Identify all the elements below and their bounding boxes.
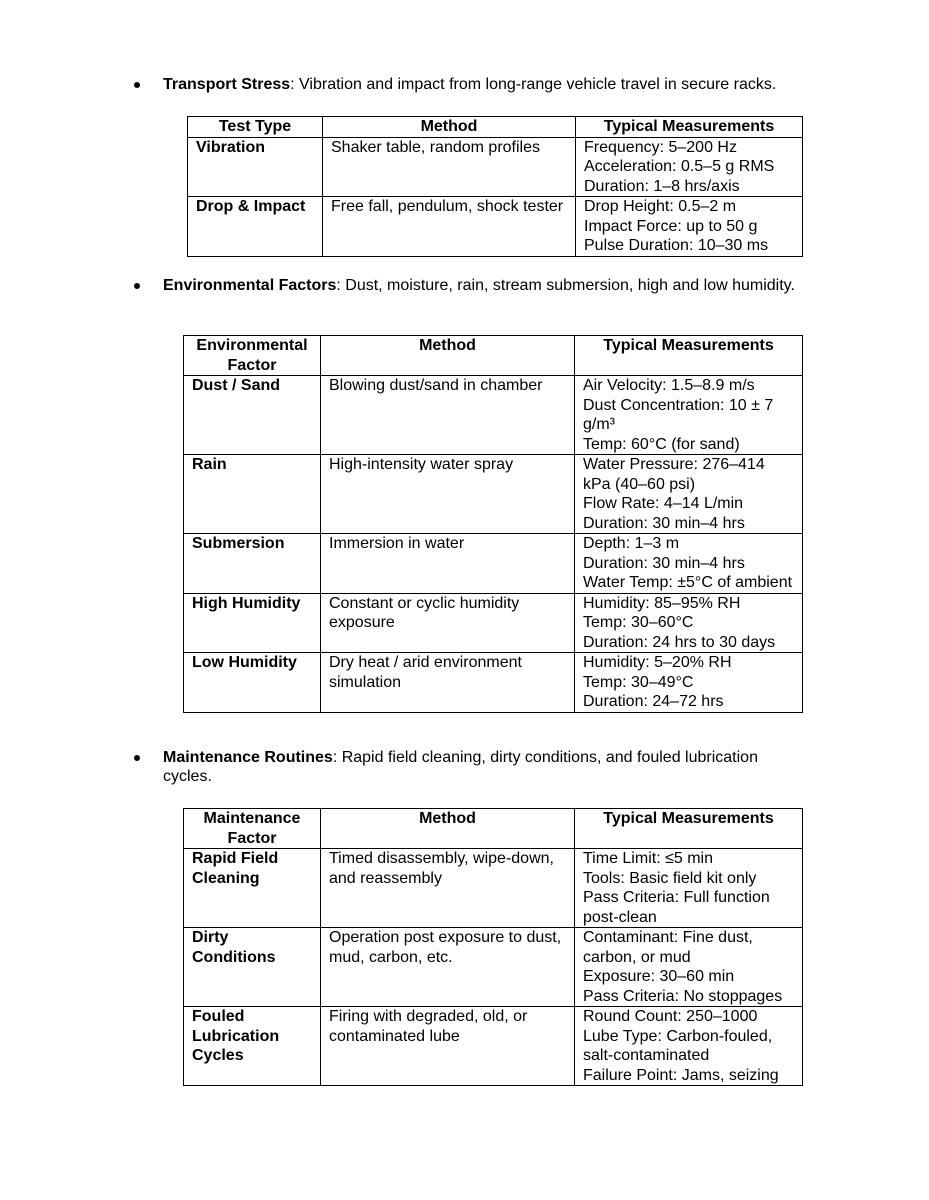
bullet-text: [163, 75, 808, 94]
measurement-line: Water Temp: ±5°C of ambient: [583, 574, 793, 591]
bullet-label: Maintenance Routines: [163, 749, 333, 766]
table-row: [184, 455, 803, 534]
test-type-cell: Drop & Impact: [188, 197, 323, 257]
method-cell: High-intensity water spray: [321, 455, 575, 534]
maintenance-routines-table: [183, 808, 803, 1086]
bullet-text: [163, 748, 808, 786]
bullet-description: : Rapid field cleaning, dirty conditions, and fouled lubrication cycles.: [163, 749, 758, 785]
measurement-line: Time Limit: ≤5 min: [583, 850, 713, 867]
measurement-line: Drop Height: 0.5–2 m: [584, 198, 737, 215]
table-row: [184, 534, 803, 594]
measurement-line: Water Pressure: 276–414 kPa (40–60 psi): [583, 456, 765, 493]
measurements-cell: [575, 534, 803, 594]
measurements-cell: [575, 849, 803, 928]
table-row: [184, 653, 803, 713]
measurement-line: Humidity: 5–20% RH: [583, 654, 732, 671]
table-header-row: [184, 809, 803, 849]
measurement-line: Duration: 30 min–4 hrs: [583, 554, 745, 572]
table-row: [184, 1007, 803, 1086]
column-header: Method: [323, 117, 576, 138]
column-header: Test Type: [188, 117, 323, 138]
table-row: [184, 849, 803, 928]
table-row: [184, 928, 803, 1007]
table-row: [184, 593, 803, 653]
measurement-line: Impact Force: up to 50 g: [584, 217, 758, 235]
measurement-line: Duration: 1–8 hrs/axis: [584, 177, 740, 195]
bullet-description: : Vibration and impact from long-range vehicle travel in secure racks.: [290, 76, 777, 93]
measurement-line: Flow Rate: 4–14 L/min: [583, 495, 744, 512]
measurements-cell: [576, 137, 803, 197]
table-header-row: [184, 336, 803, 376]
method-cell: Timed disassembly, wipe-down, and reassembly: [321, 849, 575, 928]
method-cell: Dry heat / arid environment simulation: [321, 653, 575, 713]
column-header: Method: [321, 809, 575, 849]
measurement-line: Humidity: 85–95% RH: [583, 594, 741, 612]
measurement-line: Failure Point: Jams, seizing: [583, 1066, 779, 1084]
factor-cell: Low Humidity: [184, 653, 321, 713]
table-row: [188, 197, 803, 257]
measurement-line: Pulse Duration: 10–30 ms: [584, 237, 769, 254]
table-row: [188, 137, 803, 197]
measurement-line: Lube Type: Carbon-fouled, salt-contaminated: [583, 1027, 773, 1064]
measurement-line: Pass Criteria: No stoppages: [583, 987, 783, 1005]
measurement-line: Depth: 1–3 m: [583, 535, 680, 552]
method-cell: Immersion in water: [321, 534, 575, 594]
measurements-cell: [575, 593, 803, 653]
measurements-cell: [575, 928, 803, 1007]
method-cell: Blowing dust/sand in chamber: [321, 376, 575, 455]
method-cell: Firing with degraded, old, or contaminated lube: [321, 1007, 575, 1086]
bullet-label: Environmental Factors: [163, 277, 337, 294]
measurement-line: Round Count: 250–1000: [583, 1008, 758, 1025]
factor-cell: High Humidity: [184, 593, 321, 653]
table-row: [184, 376, 803, 455]
bullet-dot: [134, 82, 140, 88]
column-header: Typical Measurements: [575, 809, 803, 849]
bullet-text: [163, 276, 808, 295]
measurement-line: Duration: 24–72 hrs: [583, 693, 724, 710]
measurement-line: Dust Concentration: 10 ± 7 g/m³: [583, 396, 774, 433]
column-header: Method: [321, 336, 575, 376]
measurement-line: Air Velocity: 1.5–8.9 m/s: [583, 377, 755, 394]
method-cell: Shaker table, random profiles: [323, 137, 576, 197]
measurements-cell: [575, 376, 803, 455]
factor-cell: Dust / Sand: [184, 376, 321, 455]
table-header-row: [188, 117, 803, 138]
measurement-line: Frequency: 5–200 Hz: [584, 138, 737, 156]
method-cell: Free fall, pendulum, shock tester: [323, 197, 576, 257]
test-type-cell: Vibration: [188, 137, 323, 197]
transport-stress-table: [187, 116, 803, 257]
measurement-line: Exposure: 30–60 min: [583, 968, 735, 985]
factor-cell: Submersion: [184, 534, 321, 594]
column-header: Environmental Factor: [184, 336, 321, 376]
measurement-line: Temp: 30–49°C: [583, 673, 694, 691]
environmental-factors-table: [183, 335, 803, 713]
method-cell: Operation post exposure to dust, mud, carbon, etc.: [321, 928, 575, 1007]
measurements-cell: [575, 653, 803, 713]
factor-cell: Dirty Conditions: [184, 928, 321, 1007]
measurement-line: Contaminant: Fine dust, carbon, or mud: [583, 929, 753, 966]
column-header: Maintenance Factor: [184, 809, 321, 849]
measurements-cell: [575, 455, 803, 534]
measurement-line: Pass Criteria: Full function post-clean: [583, 889, 770, 926]
measurements-cell: [576, 197, 803, 257]
bullet-dot: [134, 283, 140, 289]
factor-cell: Rapid Field Cleaning: [184, 849, 321, 928]
measurement-line: Duration: 30 min–4 hrs: [583, 514, 745, 532]
factor-cell: Fouled Lubrication Cycles: [184, 1007, 321, 1086]
measurement-line: Tools: Basic field kit only: [583, 869, 757, 887]
column-header: Typical Measurements: [575, 336, 803, 376]
bullet-label: Transport Stress: [163, 76, 291, 93]
column-header: Typical Measurements: [576, 117, 803, 138]
measurement-line: Temp: 30–60°C: [583, 614, 694, 631]
measurements-cell: [575, 1007, 803, 1086]
bullet-description: : Dust, moisture, rain, stream submersion, high and low humidity.: [336, 277, 795, 294]
factor-cell: Rain: [184, 455, 321, 534]
measurement-line: Duration: 24 hrs to 30 days: [583, 633, 776, 651]
measurement-line: Temp: 60°C (for sand): [583, 435, 740, 453]
bullet-dot: [134, 755, 140, 761]
measurement-line: Acceleration: 0.5–5 g RMS: [584, 158, 775, 175]
method-cell: Constant or cyclic humidity exposure: [321, 593, 575, 653]
